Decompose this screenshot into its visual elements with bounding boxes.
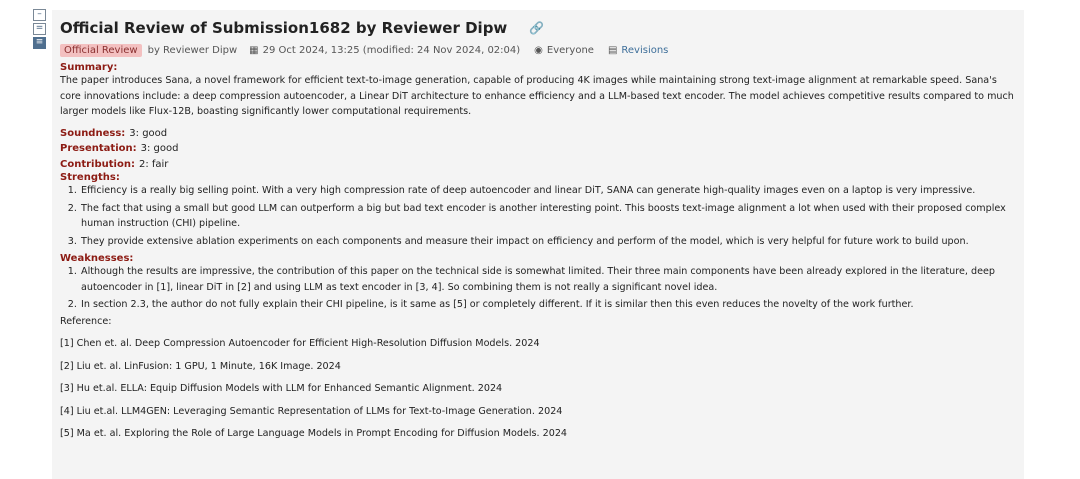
weaknesses-list bbox=[60, 264, 1016, 313]
strength-item: 2. The fact that using a small but good LLM can outperform a big but bad text encoder is another interesting point. This boosts text-image alignment a lot when used with their proposed complex human instruction (CHI) pipeline. bbox=[80, 201, 1016, 232]
note-readers: Everyone bbox=[546, 44, 594, 56]
contribution-field bbox=[60, 157, 1016, 173]
link-icon[interactable]: 🔗 bbox=[529, 21, 545, 35]
summary-label: Summary: bbox=[60, 62, 118, 73]
eye-icon: ◉ bbox=[534, 44, 543, 56]
strength-item: 1. Efficiency is a really big selling point. With a very high compression rate of deep autoencoder and linear DiT, SANA can generate high-quality images even on a laptop is very impressive. bbox=[80, 183, 1016, 199]
calendar-icon: ▦ bbox=[249, 44, 259, 56]
soundness-value: 3: good bbox=[129, 127, 168, 139]
note-meta bbox=[60, 42, 1016, 58]
collapse-button[interactable]: – bbox=[33, 9, 46, 21]
strengths-label: Strengths: bbox=[60, 172, 120, 183]
soundness-label: Soundness: bbox=[60, 127, 126, 139]
reference-item: [5] Ma et. al. Exploring the Role of Large Language Models in Prompt Encoding for Diffusion Models. 2024 bbox=[60, 428, 568, 439]
contribution-label: Contribution: bbox=[60, 158, 135, 170]
review-note bbox=[52, 10, 1024, 479]
weaknesses-label: Weaknesses: bbox=[60, 253, 134, 264]
contribution-value: 2: fair bbox=[138, 158, 169, 170]
weakness-item: 2. In section 2.3, the author do not fully explain their CHI pipeline, is it same as [5] or completely different. If it is similar then this even reduces the novelty of the work further. bbox=[80, 297, 1016, 313]
expand-full-button[interactable]: ≡ bbox=[33, 37, 46, 49]
presentation-value: 3: good bbox=[140, 143, 179, 154]
expand-button[interactable]: = bbox=[33, 23, 46, 35]
reference-item: [1] Chen et. al. Deep Compression Autoencoder for Efficient High-Resolution Diffusion Models. 2024 bbox=[60, 338, 540, 349]
presentation-label: Presentation: bbox=[60, 143, 137, 154]
invitation-badge: Official Review bbox=[60, 44, 142, 57]
note-view-controls bbox=[33, 9, 46, 51]
revisions-icon: ▤ bbox=[607, 44, 618, 56]
strengths-list bbox=[60, 183, 1016, 249]
note-author: by Reviewer Dipw bbox=[147, 44, 238, 56]
reference-item: [3] Hu et.al. ELLA: Equip Diffusion Models with LLM for Enhanced Semantic Alignment. 2024 bbox=[60, 383, 503, 394]
presentation-field bbox=[60, 141, 1016, 157]
soundness-field bbox=[60, 126, 1016, 142]
summary-text: The paper introduces Sana, a novel framework for efficient text-to-image generation, capable of producing 4K images while maintaining strong text-image alignment at remarkable speed. Sana's core innovations include: a deep compression autoencoder, a Linear DiT architecture to enhance efficiency and a LLM-based text encoder. The model achieves competitive results compared to much larger models like Flux-12B, boasting significantly lower computational requirements. bbox=[60, 75, 1014, 117]
note-date: 29 Oct 2024, 13:25 (modified: 24 Nov 2024, 02:04) bbox=[262, 44, 521, 56]
reference-label: Reference: bbox=[60, 315, 112, 327]
revisions-link[interactable]: Revisions bbox=[621, 44, 669, 56]
strength-item: 3. They provide extensive ablation experiments on each components and measure their impact on efficiency and perform of the model, which is very helpful for future work to build upon. bbox=[80, 234, 1016, 250]
note-title: Official Review of Submission1682 by Reviewer Dipw bbox=[60, 19, 508, 37]
reference-item: [4] Liu et.al. LLM4GEN: Leveraging Semantic Representation of LLMs for Text-to-Image Generation. 2024 bbox=[60, 405, 563, 417]
reference-item: [2] Liu et. al. LinFusion: 1 GPU, 1 Minute, 16K Image. 2024 bbox=[60, 360, 341, 372]
weakness-item: 1. Although the results are impressive, the contribution of this paper on the technical side is somewhat limited. Their three main components have been already explored in the literature, deep autoencoder in [1], linear DiT in [2] and using LLM as text encoder in [3, 4]. So combining them is not really a significant novel idea. bbox=[80, 264, 1016, 295]
